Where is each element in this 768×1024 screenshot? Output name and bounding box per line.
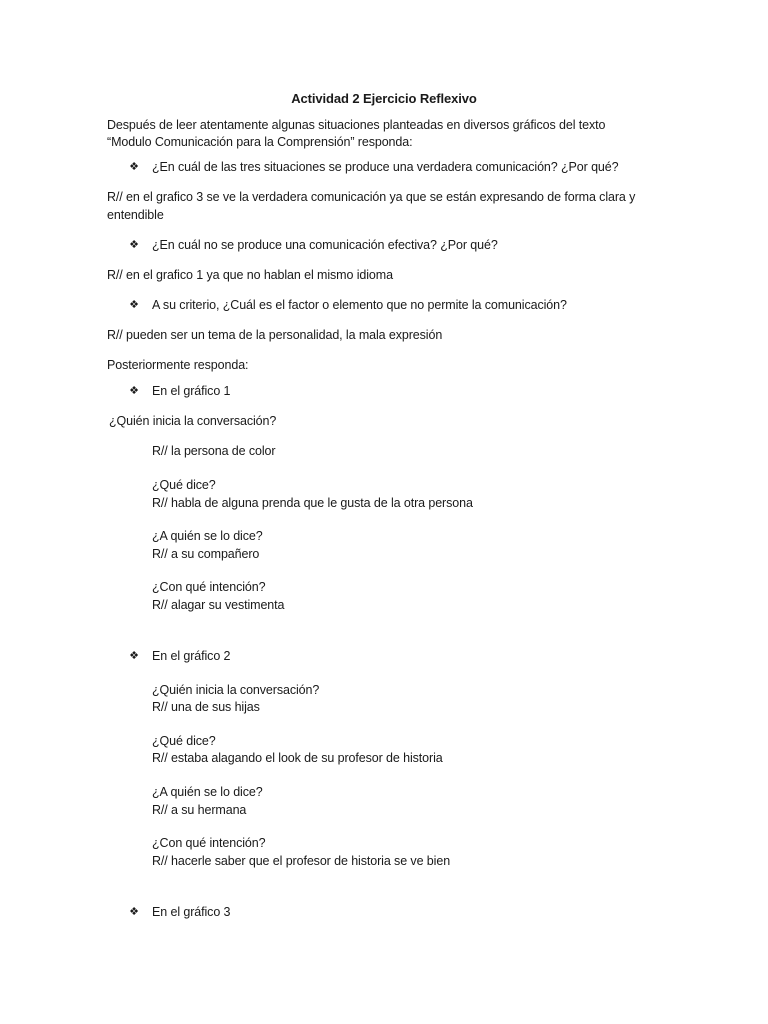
graphic-2-answer-whom: R// a su hermana [152,803,247,817]
bullet-icon: ❖ [129,239,139,251]
bullet-icon: ❖ [129,906,139,918]
graphic-1-answer-intent: R// alagar su vestimenta [152,598,285,612]
bullet-icon: ❖ [129,161,139,173]
question-3: A su criterio, ¿Cuál es el factor o elemento que no permite la comunicación? [152,298,567,312]
graphic-2-question-whom: ¿A quién se lo dice? [152,785,263,799]
graphic-2-answer-who: R// una de sus hijas [152,700,260,714]
graphic-2-question-what: ¿Qué dice? [152,734,216,748]
answer-1-line-1: R// en el grafico 3 se ve la verdadera comunicación ya que se están expresando de forma clara y [107,190,636,204]
intro-paragraph-line-1: Después de leer atentamente algunas situaciones planteadas en diversos gráficos del texto [107,118,606,132]
answer-1-line-2: entendible [107,208,164,222]
graphic-1-answer-who: R// la persona de color [152,444,276,458]
graphic-1-question-who: ¿Quién inicia la conversación? [109,414,277,428]
graphic-2-question-intent: ¿Con qué intención? [152,836,266,850]
graphic-3-heading: En el gráfico 3 [152,905,231,919]
intro-paragraph-line-2: “Modulo Comunicación para la Comprensión” responda: [107,135,413,149]
graphic-1-answer-whom: R// a su compañero [152,547,260,561]
graphic-1-question-whom: ¿A quién se lo dice? [152,529,263,543]
bullet-icon: ❖ [129,299,139,311]
answer-3: R// pueden ser un tema de la personalidad, la mala expresión [107,328,443,342]
graphic-2-answer-what: R// estaba alagando el look de su profesor de historia [152,751,443,765]
answer-2: R// en el grafico 1 ya que no hablan el mismo idioma [107,268,393,282]
graphic-1-question-what: ¿Qué dice? [152,478,216,492]
question-1: ¿En cuál de las tres situaciones se produce una verdadera comunicación? ¿Por qué? [152,160,619,174]
graphic-2-heading: En el gráfico 2 [152,649,231,663]
posterior-heading: Posteriormente responda: [107,358,249,372]
bullet-icon: ❖ [129,650,139,662]
graphic-1-question-intent: ¿Con qué intención? [152,580,266,594]
graphic-2-answer-intent: R// hacerle saber que el profesor de historia se ve bien [152,854,451,868]
graphic-2-question-who: ¿Quién inicia la conversación? [152,683,320,697]
graphic-1-answer-what: R// habla de alguna prenda que le gusta de la otra persona [152,496,473,510]
document-title: Actividad 2 Ejercicio Reflexivo [291,91,477,106]
bullet-icon: ❖ [129,385,139,397]
question-2: ¿En cuál no se produce una comunicación efectiva? ¿Por qué? [152,238,498,252]
graphic-1-heading: En el gráfico 1 [152,384,231,398]
